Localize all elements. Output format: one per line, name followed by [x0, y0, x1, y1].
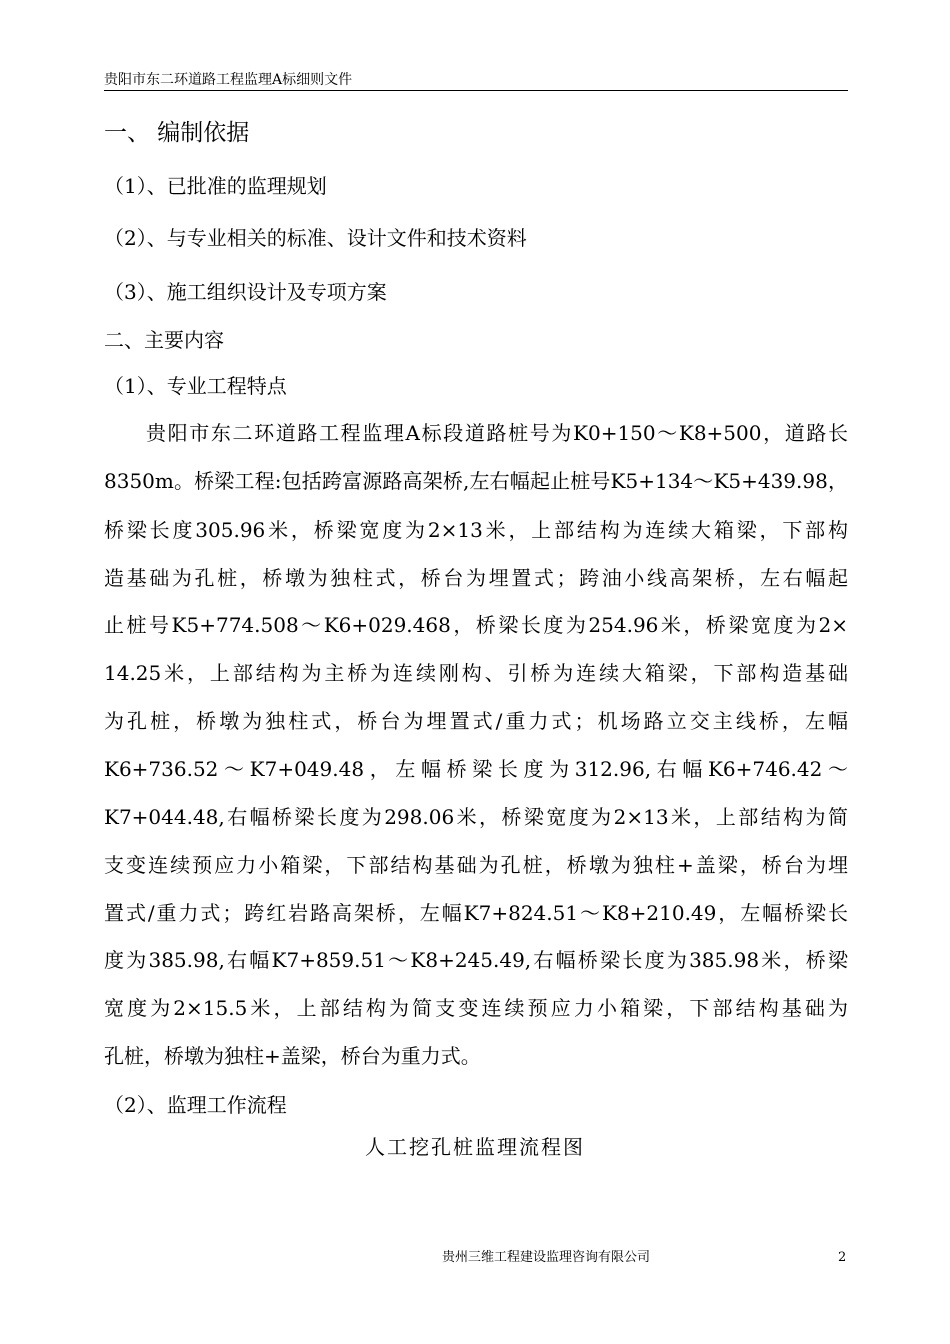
paragraph-line: 置式/重力式；跨红岩路高架桥，左幅K7+824.51～K8+210.49，左幅桥梁长	[104, 901, 848, 925]
section-1-item-2: （2）、与专业相关的标准、设计文件和技术资料	[104, 226, 527, 250]
paragraph-line: 度为385.98,右幅K7+859.51～K8+245.49,右幅桥梁长度为385.98米，桥梁	[104, 948, 848, 972]
paragraph-line: 14.25米，上部结构为主桥为连续刚构、引桥为连续大箱梁，下部构造基础	[104, 661, 848, 685]
section-1-item-1: （1）、已批准的监理规划	[104, 174, 327, 198]
paragraph-line: 孔桩，桥墩为独柱+盖梁，桥台为重力式。	[104, 1044, 481, 1068]
page-number: 2	[838, 1250, 847, 1265]
section-2-title: 二、主要内容	[104, 328, 224, 352]
paragraph-line: 桥梁长度305.96米，桥梁宽度为2×13米，上部结构为连续大箱梁，下部构	[104, 518, 848, 542]
running-header: 贵阳市东二环道路工程监理A标细则文件	[104, 70, 848, 91]
paragraph-line: 为孔桩，桥墩为独柱式，桥台为埋置式/重力式；机场路立交主线桥，左幅	[104, 709, 848, 733]
footer-company: 贵州三维工程建设监理咨询有限公司	[442, 1250, 651, 1265]
paragraph-line: 支变连续预应力小箱梁，下部结构基础为孔桩，桥墩为独柱+盖梁，桥台为埋	[104, 853, 848, 877]
section-1-title: 一、 编制依据	[104, 120, 250, 146]
paragraph-line: 8350m。桥梁工程:包括跨富源路高架桥,左右幅起止桩号K5+134～K5+439.98，	[104, 469, 848, 493]
section-2-subheading-2: （2）、监理工作流程	[104, 1093, 287, 1117]
paragraph-line: 止桩号K5+774.508～K6+029.468，桥梁长度为254.96米，桥梁宽度为2×	[104, 613, 848, 637]
flowchart-title: 人工挖孔桩监理流程图	[365, 1135, 585, 1159]
paragraph-line: K7+044.48,右幅桥梁长度为298.06米，桥梁宽度为2×13米，上部结构为简	[104, 805, 848, 829]
paragraph-line: 造基础为孔桩，桥墩为独柱式，桥台为埋置式；跨油小线高架桥，左右幅起	[104, 566, 848, 590]
paragraph-line: K6+736.52～K7+049.48，左幅桥梁长度为312.96,右幅K6+746.42～	[104, 757, 848, 781]
section-1-item-3: （3）、施工组织设计及专项方案	[104, 280, 387, 304]
section-2-subheading-1: （1）、专业工程特点	[104, 374, 287, 398]
paragraph-line: 宽度为2×15.5米，上部结构为简支变连续预应力小箱梁，下部结构基础为	[104, 996, 848, 1020]
paragraph-line: 贵阳市东二环道路工程监理A标段道路桩号为K0+150～K8+500，道路长	[146, 421, 848, 445]
